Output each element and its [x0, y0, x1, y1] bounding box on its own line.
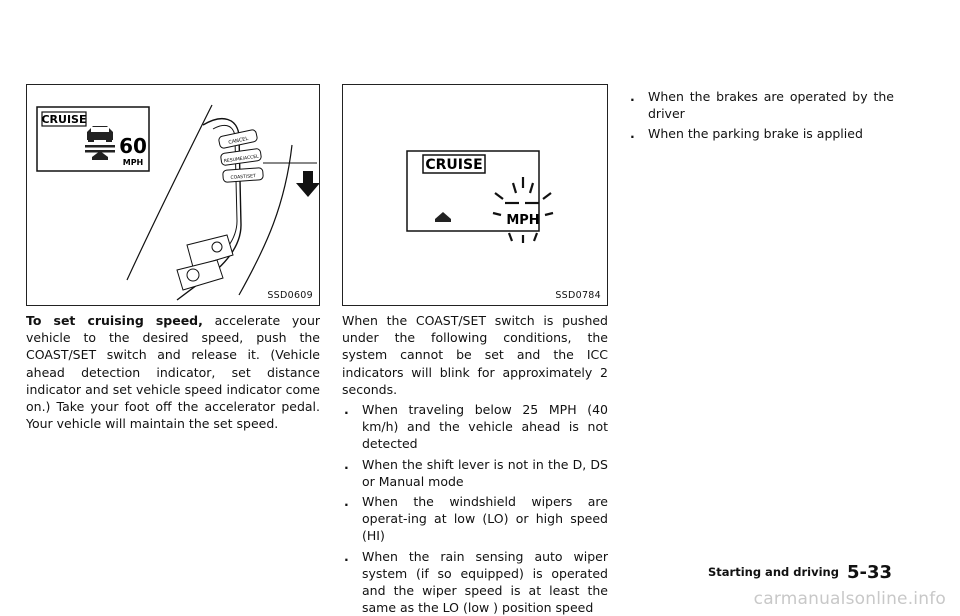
push-arrow-icon [296, 171, 319, 197]
bullet-icon: . [344, 402, 349, 418]
page-number: 5-33 [846, 562, 892, 583]
list-item: . When the windshield wipers are operat-ing at low (LO) or high speed (HI) [344, 494, 608, 544]
page-footer [708, 562, 892, 583]
coast-set-switch-label: COAST/SET [230, 174, 256, 181]
bullet-icon: . [344, 456, 349, 472]
column-3 [628, 88, 894, 143]
set-speed-paragraph [26, 312, 320, 432]
bullet-icon: . [630, 126, 635, 142]
set-speed-value: 60 [119, 134, 147, 158]
list-item: . When the shift lever is not in the D, DS or Manual mode [344, 456, 608, 489]
speed-unit: MPH [506, 213, 540, 228]
speed-unit: MPH [122, 158, 144, 167]
list-item: . When traveling below 25 MPH (40 km/h) and the vehicle ahead is not detected [344, 402, 608, 452]
list-item: . When the brakes are operated by the driver [630, 89, 894, 122]
cruise-display-illustration [343, 85, 607, 305]
bullet-icon: . [344, 548, 349, 564]
column-2 [342, 312, 608, 616]
conditions-intro: When the COAST/SET switch is pushed under the following conditions, the system cannot be set and the ICC indicators will blink for approximately 2 seconds. [342, 313, 608, 397]
list-item: . When the parking brake is applied [630, 126, 863, 142]
bullet-icon: . [344, 494, 349, 510]
paragraph-body: accelerate your vehicle to the desired speed, push the COAST/SET switch and release it. (Vehicle ahead detection indicator, set distance indicator and set vehicle speed indicator come on.) Take your foot off the accelerator pedal. Your vehicle will maintain the set speed. [26, 313, 320, 432]
figure-cruise-switch [26, 84, 320, 306]
resume-switch-label: RESUME/ACCEL [223, 154, 260, 165]
figure-cruise-blink [342, 84, 608, 306]
list-item: . When the rain sensing auto wiper system (if so equipped) is operated and the wiper speed is at least the same as the LO (low ) position speed [344, 548, 608, 616]
section-title: Starting and driving [707, 565, 839, 579]
cruise-badge-label: CRUISE [425, 157, 483, 173]
figure-code: SSD0784 [555, 290, 601, 301]
conditions-list-continued [628, 88, 894, 143]
cruise-switch-cluster [218, 129, 263, 182]
cruise-badge-label: CRUISE [41, 113, 87, 126]
paragraph-lead: To set cruising speed, [26, 313, 203, 328]
steering-wheel-illustration [27, 85, 319, 305]
figure-code: SSD0609 [267, 290, 313, 301]
cancel-switch-label: CANCEL [227, 135, 249, 146]
bullet-icon: . [630, 89, 635, 104]
conditions-list [342, 401, 608, 616]
column-1 [26, 312, 320, 432]
watermark: carmanualsonline.info [753, 589, 946, 609]
